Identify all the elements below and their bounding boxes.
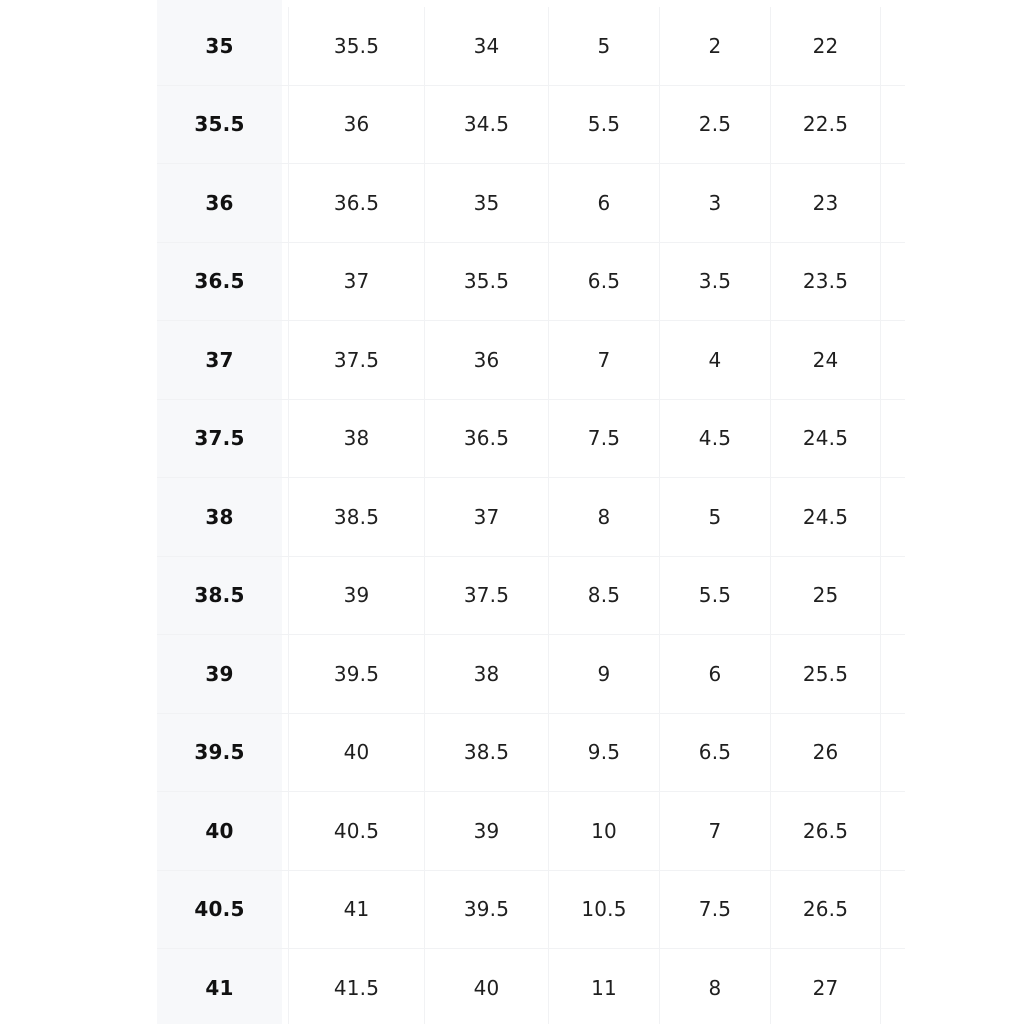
size-cell: 7.5	[549, 400, 660, 478]
table-row	[157, 243, 905, 322]
size-cell: 39	[288, 557, 425, 635]
size-cell: 22	[771, 7, 881, 85]
size-cell: 24	[771, 321, 881, 399]
size-cell: 23.5	[771, 243, 881, 321]
size-cell: 6	[549, 164, 660, 242]
size-cell: 3.5	[660, 243, 771, 321]
size-cell-primary: 36	[205, 190, 234, 215]
size-conversion-table	[157, 7, 905, 1024]
table-row	[157, 557, 905, 636]
size-cell-primary: 39.5	[194, 740, 245, 765]
size-cell: 11	[549, 949, 660, 1024]
size-cell: 27	[771, 949, 881, 1024]
size-cell: 4	[660, 321, 771, 399]
size-cell: 36	[288, 86, 425, 164]
size-cell: 38.5	[288, 478, 425, 556]
table-row	[157, 792, 905, 871]
size-cell: 6.5	[549, 243, 660, 321]
size-cell: 40	[288, 714, 425, 792]
size-cell: 7	[549, 321, 660, 399]
size-cell: 38	[425, 635, 549, 713]
size-cell: 39	[425, 792, 549, 870]
size-cell: 7	[660, 792, 771, 870]
size-cell: 38	[288, 400, 425, 478]
size-cell: 36.5	[288, 164, 425, 242]
size-cell-primary: 37.5	[194, 426, 245, 451]
size-cell: 2	[660, 7, 771, 85]
size-cell: 6	[660, 635, 771, 713]
size-cell-primary: 39	[205, 661, 234, 686]
table-row	[157, 321, 905, 400]
size-cell: 26	[771, 714, 881, 792]
table-row	[157, 400, 905, 479]
size-cell: 38.5	[425, 714, 549, 792]
table-row	[157, 7, 905, 86]
table-row	[157, 86, 905, 165]
size-cell: 39.5	[425, 871, 549, 949]
size-cell: 37	[288, 243, 425, 321]
size-cell: 36.5	[425, 400, 549, 478]
size-cell: 34.5	[425, 86, 549, 164]
table-row	[157, 714, 905, 793]
size-cell-primary: 37	[205, 347, 234, 372]
size-cell: 39.5	[288, 635, 425, 713]
size-cell: 9.5	[549, 714, 660, 792]
size-cell-primary: 38	[205, 504, 234, 529]
table-row	[157, 478, 905, 557]
size-cell: 7.5	[660, 871, 771, 949]
size-cell: 8	[660, 949, 771, 1024]
size-cell: 34	[425, 7, 549, 85]
size-cell: 40	[425, 949, 549, 1024]
size-cell: 37	[425, 478, 549, 556]
size-cell: 35.5	[425, 243, 549, 321]
size-cell: 10.5	[549, 871, 660, 949]
size-cell: 35.5	[288, 7, 425, 85]
size-cell: 8	[549, 478, 660, 556]
size-cell: 3	[660, 164, 771, 242]
size-cell: 37.5	[425, 557, 549, 635]
table-row	[157, 635, 905, 714]
size-cell: 9	[549, 635, 660, 713]
size-cell-primary: 35	[205, 33, 234, 58]
size-cell-primary: 40.5	[194, 897, 245, 922]
size-cell: 5	[660, 478, 771, 556]
size-cell: 24.5	[771, 478, 881, 556]
size-cell: 41	[288, 871, 425, 949]
table-row	[157, 164, 905, 243]
size-cell: 10	[549, 792, 660, 870]
size-cell: 5.5	[660, 557, 771, 635]
size-cell: 22.5	[771, 86, 881, 164]
table-row	[157, 949, 905, 1024]
size-cell: 4.5	[660, 400, 771, 478]
size-cell: 25	[771, 557, 881, 635]
size-cell: 2.5	[660, 86, 771, 164]
size-cell: 41.5	[288, 949, 425, 1024]
size-cell: 8.5	[549, 557, 660, 635]
size-cell-primary: 41	[205, 975, 234, 1000]
size-cell: 26.5	[771, 792, 881, 870]
size-cell: 24.5	[771, 400, 881, 478]
table-row	[157, 871, 905, 950]
size-cell-primary: 40	[205, 818, 234, 843]
size-cell: 23	[771, 164, 881, 242]
size-cell: 5.5	[549, 86, 660, 164]
size-cell-primary: 35.5	[194, 112, 245, 137]
size-cell: 25.5	[771, 635, 881, 713]
size-cell: 40.5	[288, 792, 425, 870]
size-cell-primary: 38.5	[194, 583, 245, 608]
size-cell: 36	[425, 321, 549, 399]
size-cell: 5	[549, 7, 660, 85]
size-cell: 6.5	[660, 714, 771, 792]
size-cell: 35	[425, 164, 549, 242]
size-cell: 26.5	[771, 871, 881, 949]
size-cell: 37.5	[288, 321, 425, 399]
size-cell-primary: 36.5	[194, 269, 245, 294]
